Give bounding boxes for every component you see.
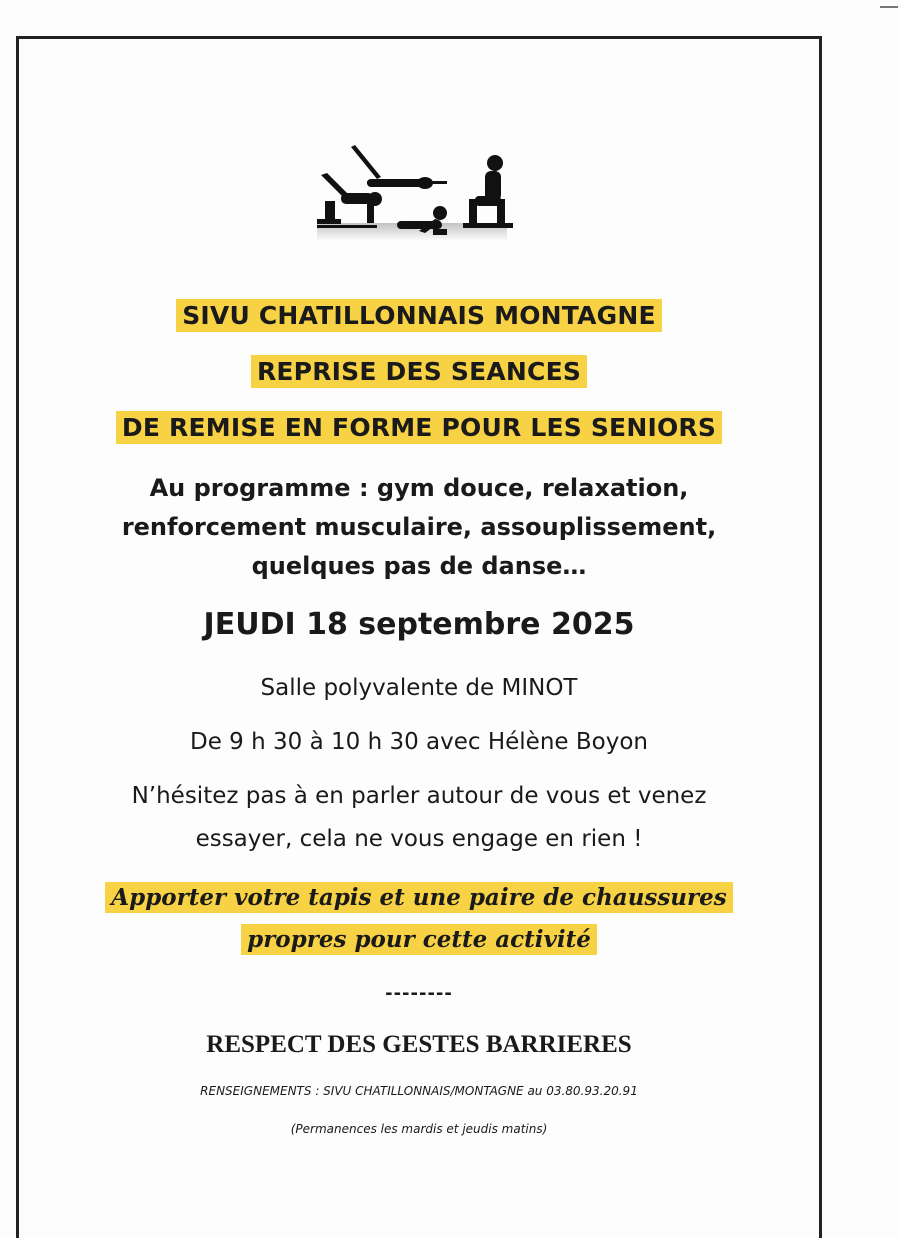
- header-line-2: REPRISE DES SEANCES: [19, 357, 819, 386]
- flyer-frame: [16, 36, 822, 1238]
- programme-line-3: quelques pas de danse…: [251, 552, 587, 580]
- separator: --------: [385, 983, 453, 1004]
- office-hours: (Permanences les mardis et jeudis matins): [290, 1122, 548, 1136]
- invite-line-2: essayer, cela ne vous engage en rien !: [195, 826, 643, 852]
- event-schedule: De 9 h 30 à 10 h 30 avec Hélène Boyon: [190, 729, 648, 755]
- exercise-silhouettes-icon: [307, 141, 517, 251]
- bring-line-1: Apporter votre tapis et une paire de chaussures: [19, 877, 819, 919]
- programme-line-2: renforcement musculaire, assouplissement,: [121, 513, 717, 541]
- contact-info: RENSEIGNEMENTS : SIVU CHATILLONNAIS/MONTAGNE au 03.80.93.20.91: [200, 1084, 638, 1098]
- event-location: Salle polyvalente de MINOT: [260, 675, 578, 701]
- header-line-1: SIVU CHATILLONNAIS MONTAGNE: [19, 301, 819, 330]
- header-line-3: DE REMISE EN FORME POUR LES SENIORS: [19, 413, 819, 442]
- event-date: JEUDI 18 septembre 2025: [203, 607, 635, 642]
- programme-line-1: Au programme : gym douce, relaxation,: [149, 474, 689, 502]
- scan-mark: [880, 6, 898, 8]
- bring-line-2: propres pour cette activité: [19, 919, 819, 961]
- invite-line-1: N’hésitez pas à en parler autour de vous et venez: [131, 783, 707, 809]
- respect-notice: RESPECT DES GESTES BARRIERES: [206, 1031, 632, 1058]
